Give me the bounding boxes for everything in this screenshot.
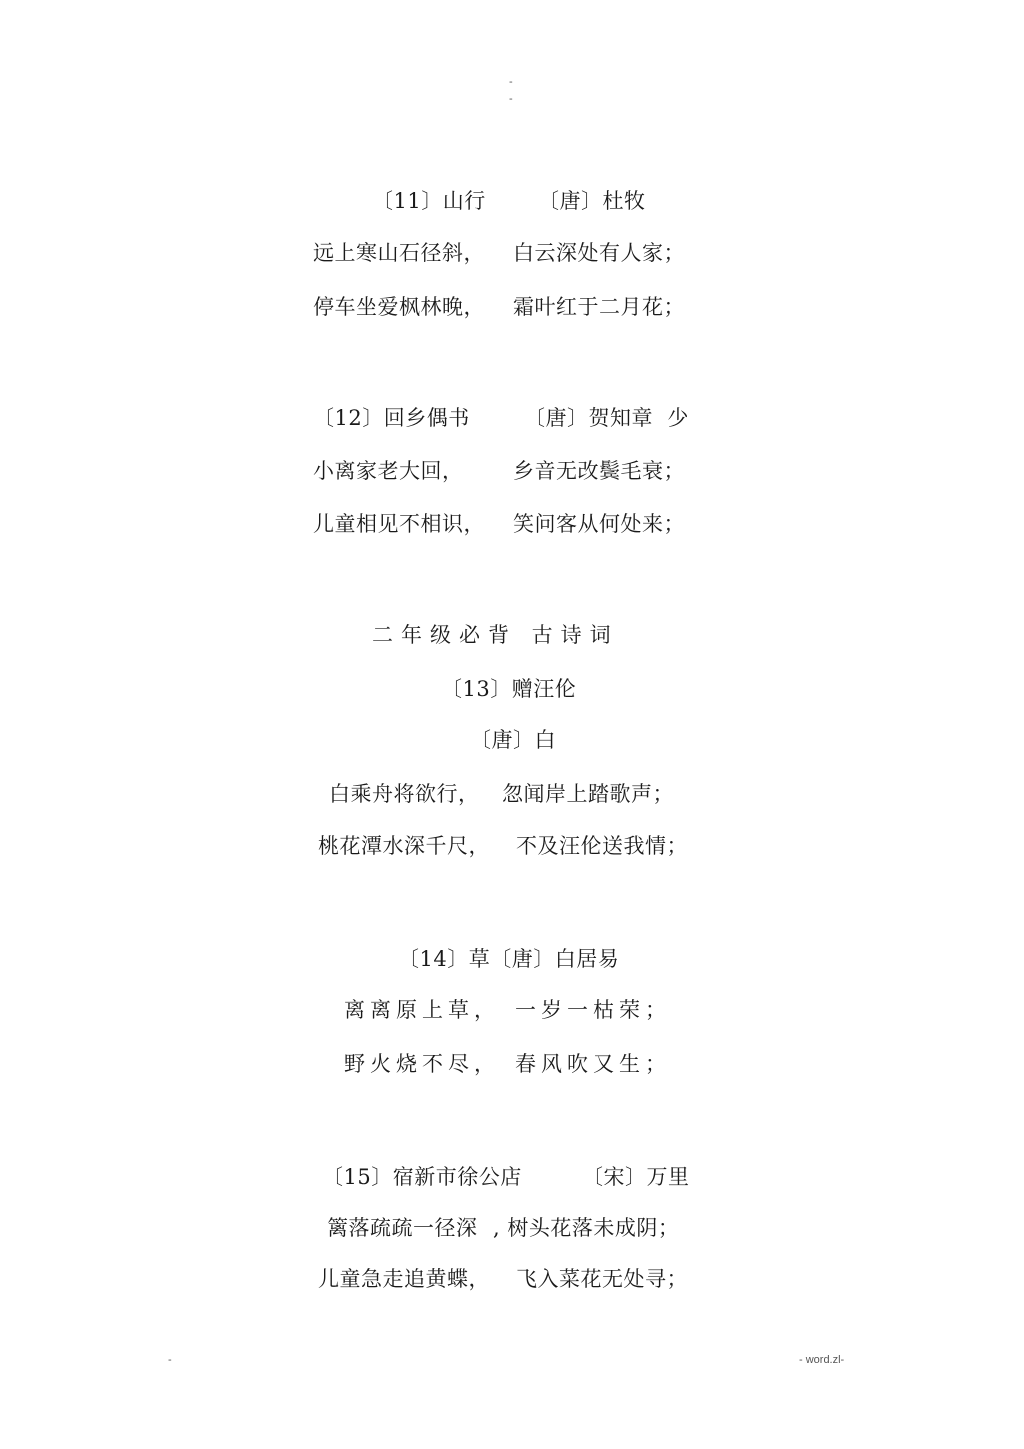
header-mark: - bbox=[509, 76, 513, 88]
poem-line: 篱落疏疏一径深 bbox=[327, 1216, 478, 1240]
poem-title: 〔12〕回乡偶书 bbox=[313, 406, 470, 430]
poem-author: 〔宋〕万里 bbox=[582, 1165, 690, 1189]
poem-line: 飞入菜花无处寻； bbox=[516, 1267, 688, 1291]
poem-author: 〔唐〕白 bbox=[470, 728, 556, 752]
footer-right-mark: - word.zl- bbox=[799, 1354, 845, 1366]
poem-line: 野火烧不尽， bbox=[344, 1052, 500, 1076]
poem-author: 〔唐〕杜牧 bbox=[538, 189, 646, 213]
poem-line: 霜叶红于二月花； bbox=[513, 295, 685, 319]
poem-line: 乡音无改鬓毛衰； bbox=[513, 459, 685, 483]
section-heading: 二年级必背 古诗词 bbox=[372, 623, 619, 647]
poem-line: 桃花潭水深千尺， bbox=[318, 834, 490, 858]
poem-line: 停车坐爱枫林晚， bbox=[313, 295, 485, 319]
poem-line: 春风吹又生； bbox=[515, 1052, 671, 1076]
poem-line: 一岁一枯荣； bbox=[515, 998, 671, 1022]
poem-title: 〔11〕山行 bbox=[372, 189, 486, 213]
poem-line: 小离家老大回， bbox=[313, 459, 464, 483]
poem-line: 离离原上草， bbox=[344, 998, 500, 1022]
poem-title: 〔13〕赠汪伦 bbox=[441, 677, 577, 701]
footer-left-mark: - bbox=[168, 1354, 172, 1366]
poem-line: 笑问客从何处来； bbox=[513, 512, 685, 536]
poem-line: 儿童急走追黄蝶， bbox=[318, 1267, 490, 1291]
poem-line: 远上寒山石径斜， bbox=[313, 241, 485, 265]
poem-line: 白云深处有人家； bbox=[513, 241, 685, 265]
poem-line: , 树头花落未成阴； bbox=[493, 1216, 680, 1240]
poem-author: 〔唐〕贺知章 少 bbox=[524, 406, 689, 430]
poem-line: 忽闻岸上踏歌声； bbox=[502, 782, 674, 806]
poem-title: 〔14〕草〔唐〕白居易 bbox=[398, 947, 620, 971]
header-mark: - bbox=[509, 93, 513, 105]
poem-line: 白乘舟将欲行， bbox=[329, 782, 480, 806]
poem-line: 不及汪伦送我情； bbox=[516, 834, 688, 858]
poem-line: 儿童相见不相识， bbox=[313, 512, 485, 536]
poem-title: 〔15〕宿新市徐公店 bbox=[322, 1165, 522, 1189]
